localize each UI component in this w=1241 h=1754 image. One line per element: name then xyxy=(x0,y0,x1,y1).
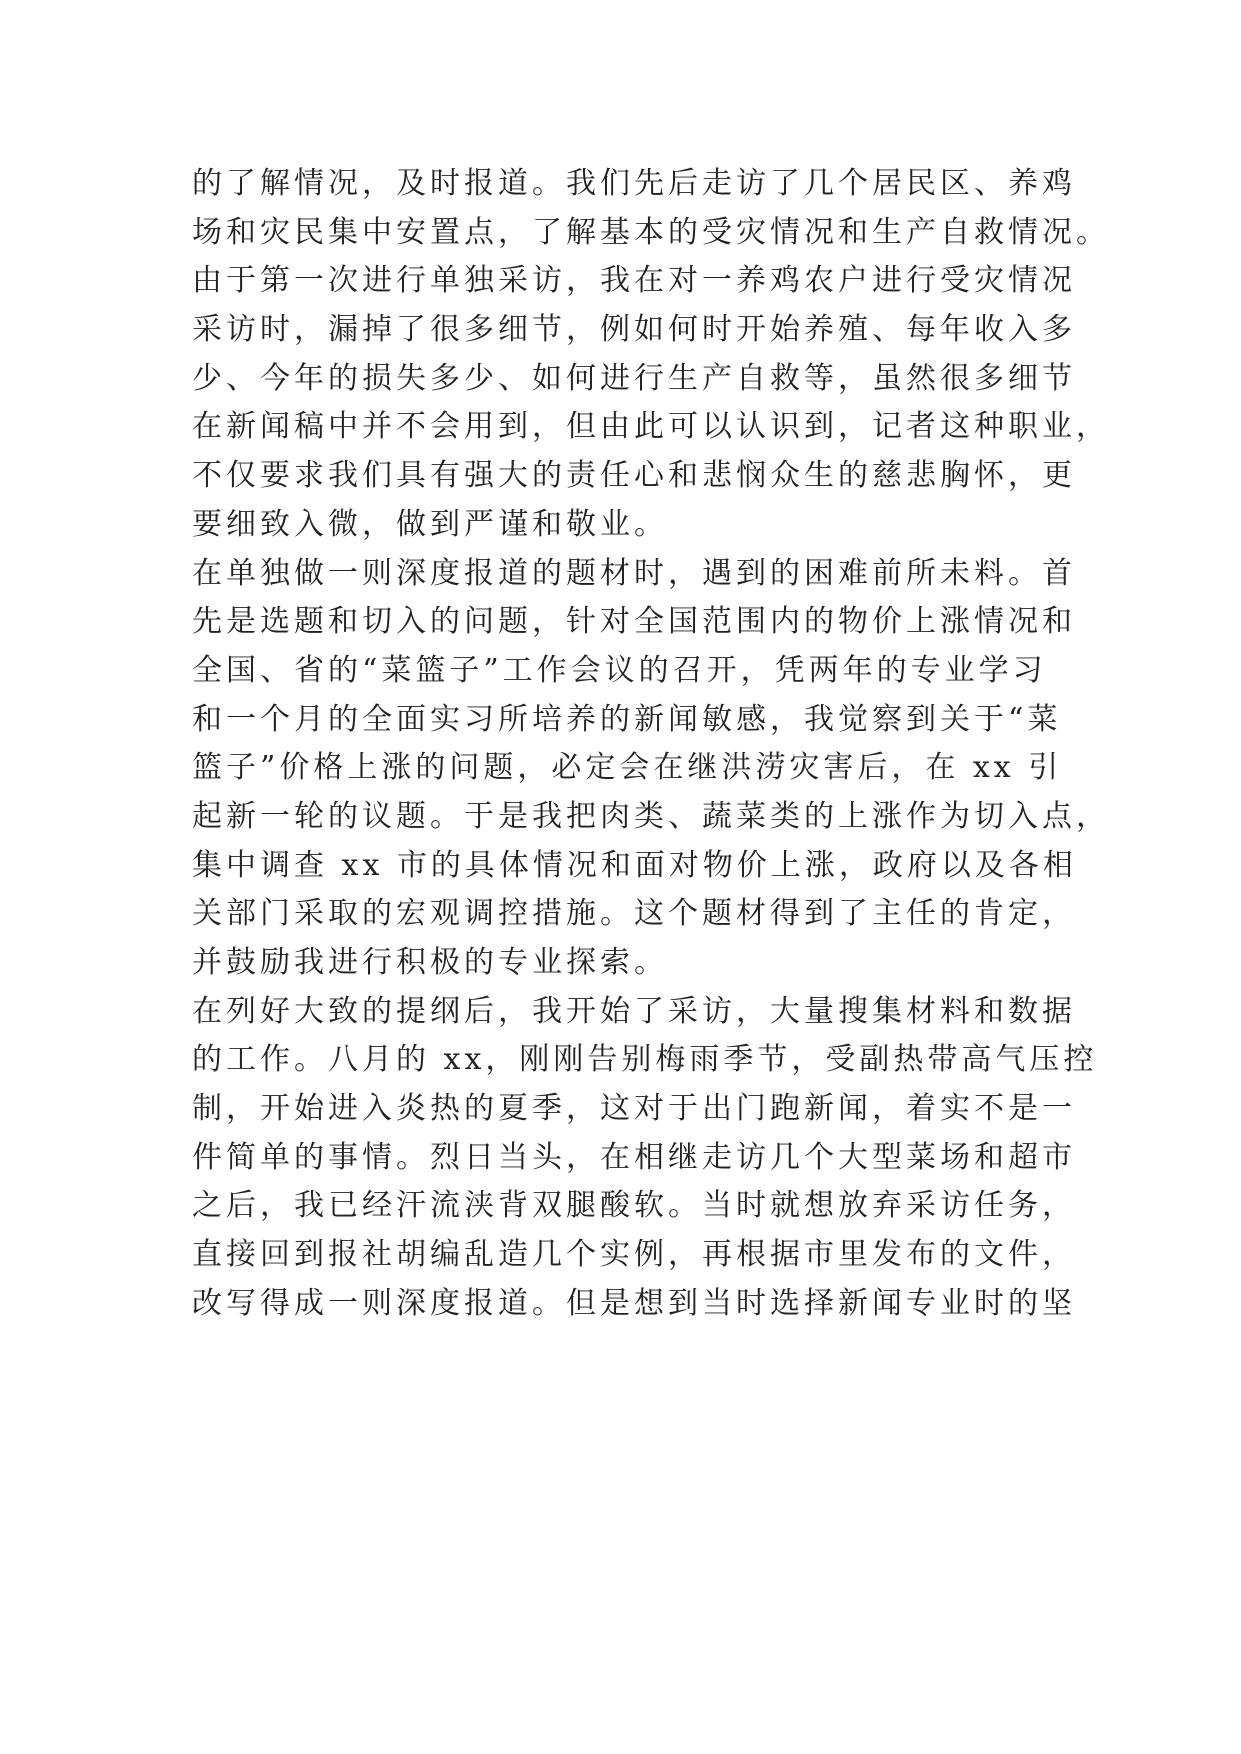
text-line: 的了解情况，及时报道。我们先后走访了几个居民区、养鸡 xyxy=(192,166,1076,201)
document-body xyxy=(192,160,1110,1329)
text-line: 的工作。八月的 xx，刚刚告别梅雨季节，受副热带高气压控 xyxy=(192,1042,1098,1078)
text-line: 制，开始进入炎热的夏季，这对于出门跑新闻，着实不是一 xyxy=(192,1091,1076,1127)
text-line: 篮子”价格上涨的问题，必定会在继洪涝灾害后，在 xx 引 xyxy=(192,750,1063,786)
text-line: 之后，我已经汗流浃背双腿酸软。当时就想放弃采访任务， xyxy=(192,1188,1076,1224)
text-line: 直接回到报社胡编乱造几个实例，再根据市里发布的文件， xyxy=(192,1237,1076,1273)
text-line: 集中调查 xx 市的具体情况和面对物价上涨，政府以及各相 xyxy=(192,847,1077,883)
text-line: 在单独做一则深度报道的题材时，遇到的困难前所未料。首 xyxy=(192,555,1076,591)
text-line: 在新闻稿中并不会用到，但由此可以认识到，记者这种职业， xyxy=(192,409,1110,445)
text-line: 不仅要求我们具有强大的责任心和悲悯众生的慈悲胸怀，更 xyxy=(192,458,1076,494)
text-line: 全国、省的“菜篮子”工作会议的召开，凭两年的专业学习 xyxy=(192,652,1047,688)
text-line: 在列好大致的提纲后，我开始了采访，大量搜集材料和数据 xyxy=(192,993,1076,1029)
text-line: 由于第一次进行单独采访，我在对一养鸡农户进行受灾情况 xyxy=(192,263,1076,299)
text-line: 并鼓励我进行积极的专业探索。 xyxy=(192,945,668,980)
text-line: 关部门采取的宏观调控措施。这个题材得到了主任的肯定， xyxy=(192,896,1076,932)
text-line: 改写得成一则深度报道。但是想到当时选择新闻专业时的坚 xyxy=(192,1285,1076,1321)
text-line: 采访时，漏掉了很多细节，例如何时开始养殖、每年收入多 xyxy=(192,312,1076,348)
text-line: 场和灾民集中安置点，了解基本的受灾情况和生产自救情况。 xyxy=(192,214,1110,250)
text-line: 件简单的事情。烈日当头，在相继走访几个大型菜场和超市 xyxy=(192,1139,1076,1175)
text-line: 先是选题和切入的问题，针对全国范围内的物价上涨情况和 xyxy=(192,604,1076,640)
text-line: 和一个月的全面实习所培养的新闻敏感，我觉察到关于“菜 xyxy=(192,701,1062,737)
text-line: 少、今年的损失多少、如何进行生产自救等，虽然很多细节 xyxy=(192,360,1076,396)
text-line: 要细致入微，做到严谨和敬业。 xyxy=(192,506,668,542)
text-line: 起新一轮的议题。于是我把肉类、蔬菜类的上涨作为切入点， xyxy=(192,798,1110,834)
